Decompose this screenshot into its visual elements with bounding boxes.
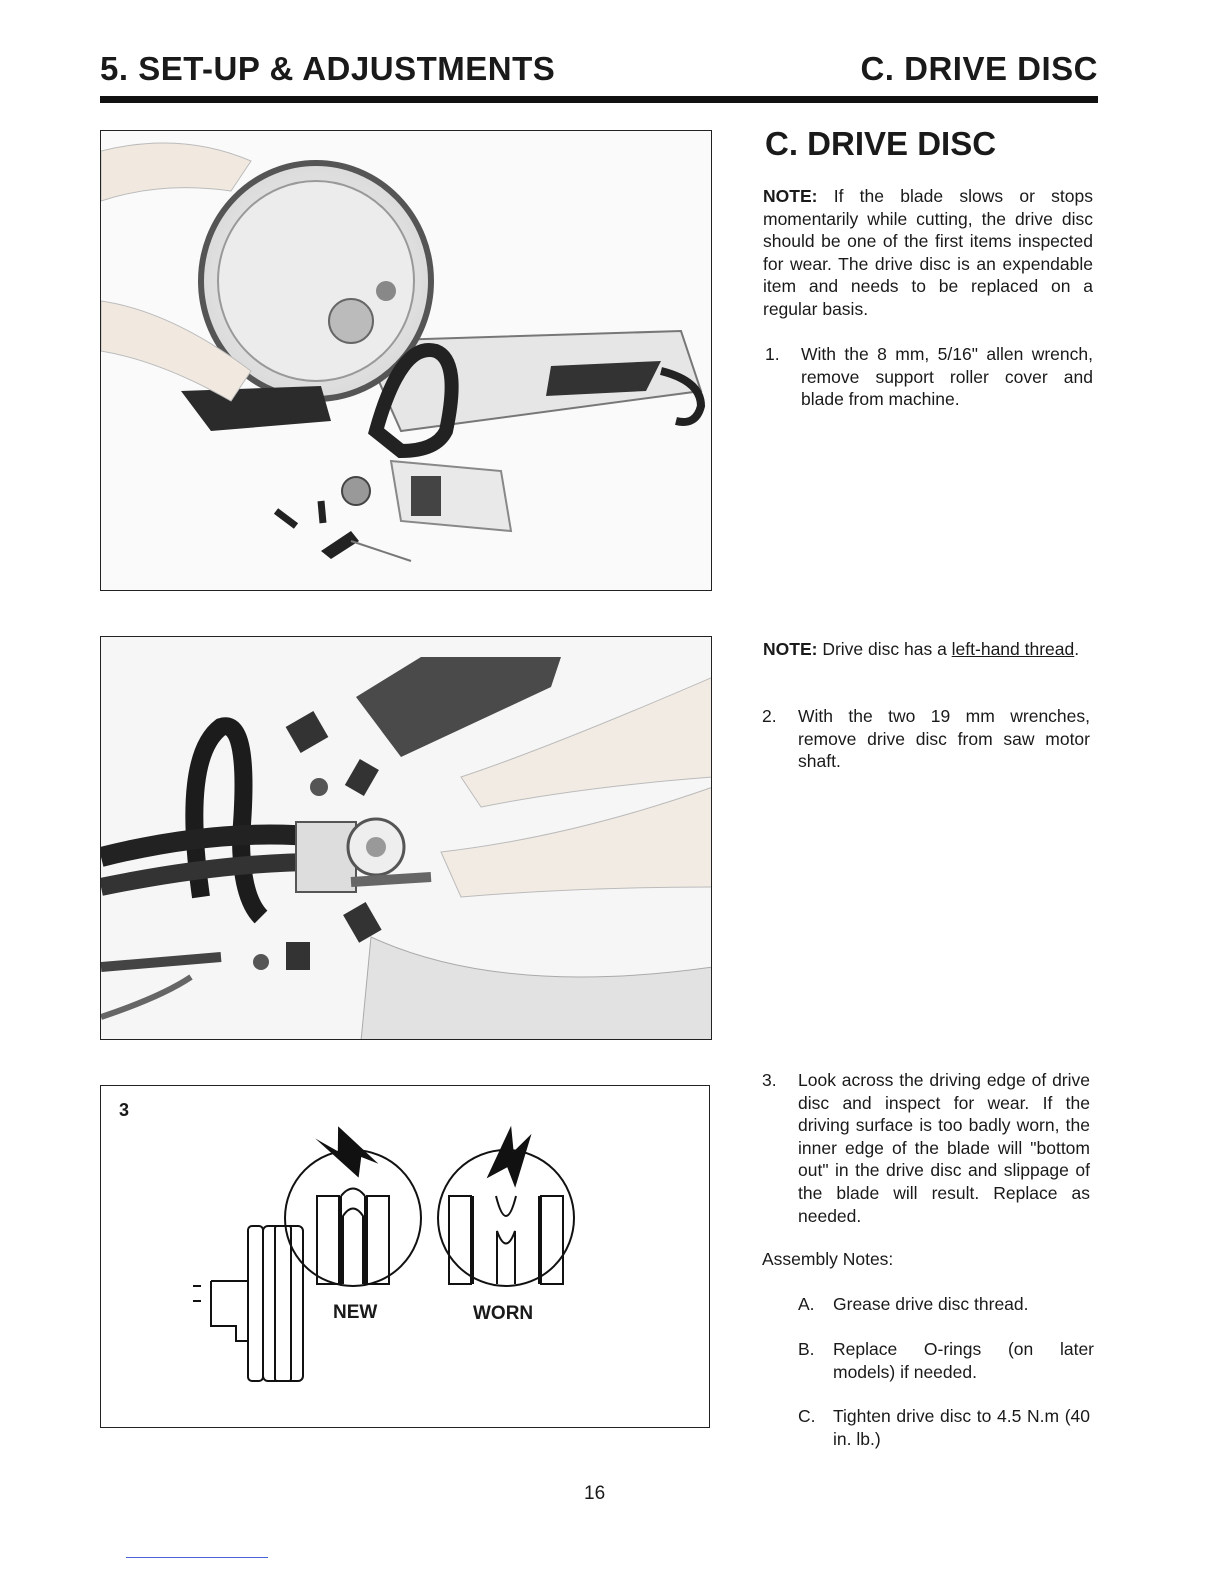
assembly-note-a-text: Grease drive disc thread. — [833, 1294, 1029, 1314]
figure-1-illustration — [101, 131, 712, 591]
note-2-underlined: left-hand thread — [951, 639, 1075, 659]
figure-3-disc-wear-diagram — [100, 1085, 710, 1428]
step-1-number: 1. — [765, 344, 780, 364]
note-1-text: If the blade slows or stops momentarily while cutting, the drive disc should be one of the first items inspected for wear. The drive disc is an expendable item and needs to be replaced on a regular basis. — [763, 186, 1093, 319]
assembly-note-a — [798, 1293, 1094, 1316]
step-3-number: 3. — [762, 1070, 777, 1090]
step-3 — [762, 1069, 1090, 1227]
assembly-note-b-letter: B. — [798, 1339, 815, 1359]
assembly-note-b — [798, 1338, 1094, 1383]
assembly-note-c — [798, 1405, 1090, 1450]
header-section-title: 5. SET-UP & ADJUSTMENTS — [100, 50, 556, 87]
note-1 — [763, 185, 1093, 321]
assembly-note-c-text: Tighten drive disc to 4.5 N.m (40 in. lb.) — [833, 1406, 1090, 1449]
assembly-note-b-text: Replace O-rings (on later models) if needed. — [833, 1339, 1094, 1382]
step-2 — [762, 705, 1090, 773]
note-2-text-a: Drive disc has a — [817, 639, 952, 659]
note-1-label: NOTE: — [763, 186, 818, 206]
header-rule — [100, 96, 1098, 103]
footer-link-line — [126, 1557, 268, 1558]
step-2-text: With the two 19 mm wrenches, remove drive disc from saw motor shaft. — [798, 706, 1090, 772]
label-worn: WORN — [473, 1303, 534, 1324]
section-title: C. DRIVE DISC — [765, 125, 997, 162]
page-number: 16 — [584, 1483, 606, 1504]
step-1-text: With the 8 mm, 5/16" allen wrench, remove support roller cover and blade from machine. — [801, 344, 1093, 410]
assembly-note-a-letter: A. — [798, 1294, 815, 1314]
step-2-number: 2. — [762, 706, 777, 726]
note-2-label: NOTE: — [763, 639, 818, 659]
figure-2-drive-disc-removal-photo — [100, 636, 712, 1040]
step-3-text: Look across the driving edge of drive disc and inspect for wear. If the driving surface is too badly worn, the inner edge of the blade will "bottom out" in the drive disc and slippage of the blade will result. Replace as needed. — [798, 1070, 1090, 1226]
assembly-notes-heading: Assembly Notes: — [762, 1249, 894, 1269]
assembly-note-c-letter: C. — [798, 1406, 816, 1426]
note-2-text-b: . — [1074, 639, 1080, 659]
label-new: NEW — [333, 1302, 378, 1323]
figure-1-blade-removal-photo — [100, 130, 712, 591]
step-1 — [765, 343, 1093, 411]
header-subsection-title: C. DRIVE DISC — [860, 50, 1098, 87]
note-2 — [763, 638, 1090, 661]
figure-3-diagram — [101, 1086, 710, 1428]
figure-2-illustration — [101, 637, 712, 1040]
figure-3-number: 3 — [119, 1100, 130, 1120]
